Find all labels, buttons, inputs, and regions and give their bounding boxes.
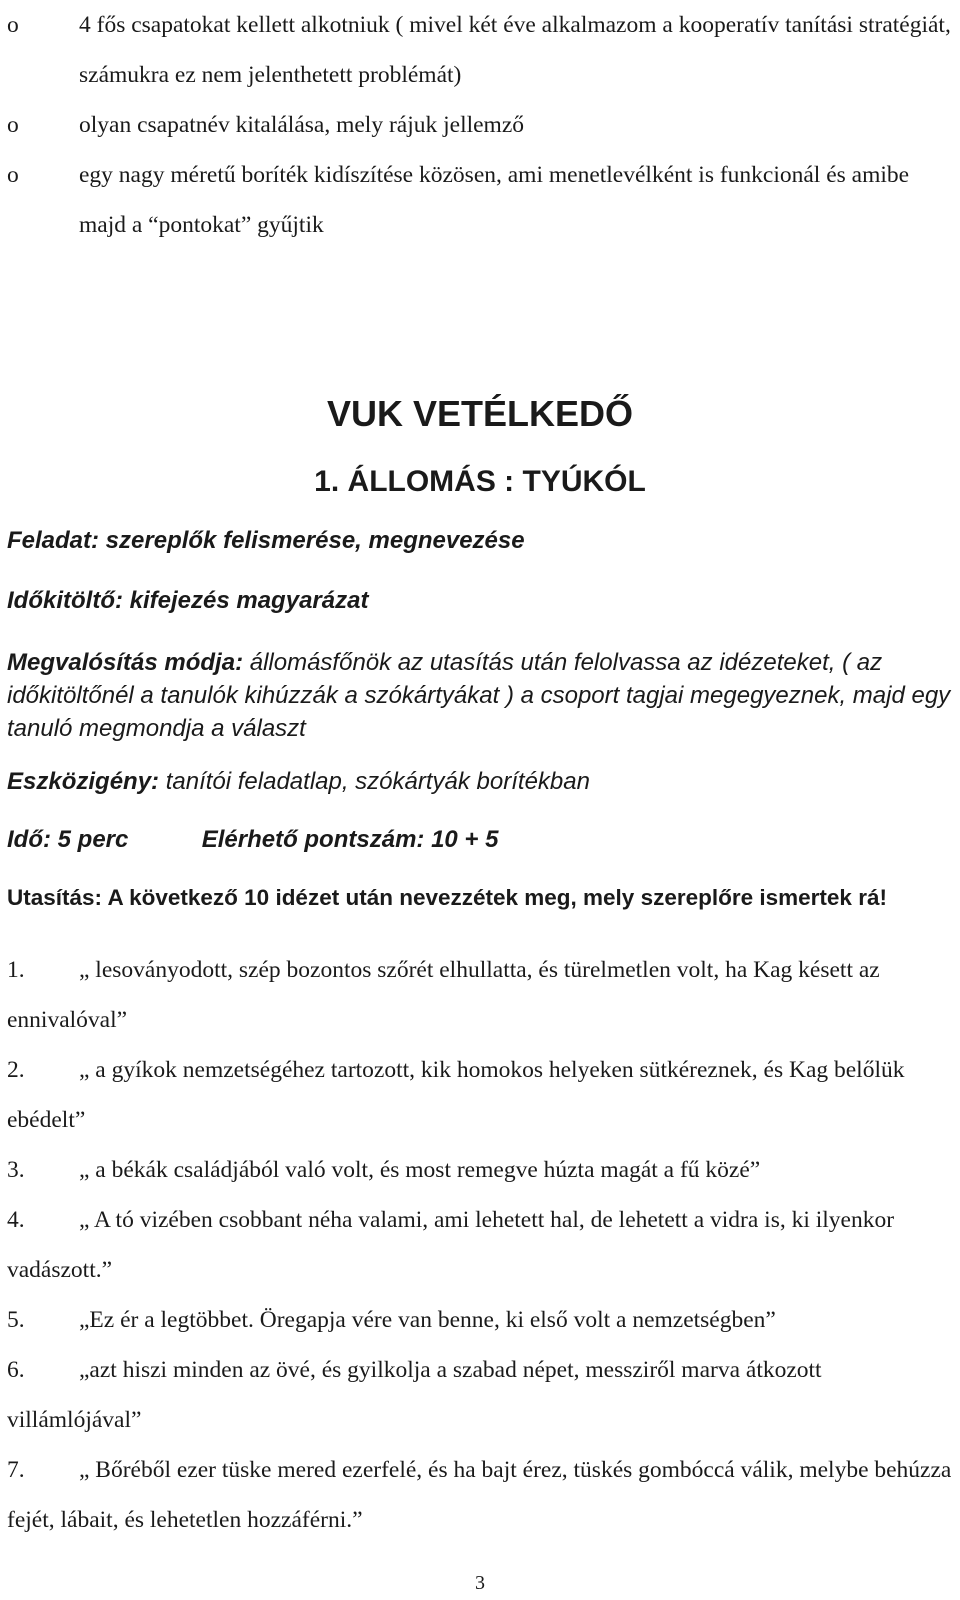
- quote-number: 5.: [7, 1307, 25, 1333]
- station-title: 1. ÁLLOMÁS : TYÚKÓL: [314, 465, 646, 498]
- bullet-list: [7, 0, 957, 250]
- quote-text: „azt hiszi minden az övé, és gyilkolja a szabad népet, messziről marva átkozott villámlójával”: [7, 1357, 822, 1433]
- quote-number: 1.: [7, 957, 25, 983]
- list-item: [7, 945, 952, 1045]
- list-item: [7, 1295, 952, 1345]
- bullet-item: [7, 150, 957, 250]
- list-item: [7, 1345, 952, 1445]
- quote-text: „ a békák családjából való volt, és most remegve húzta magát a fű közé”: [79, 1157, 761, 1183]
- quote-number: 7.: [7, 1457, 25, 1483]
- quote-text: „ lesoványodott, szép bozontos szőrét elhullatta, és türelmetlen volt, ha Kag késett az ennivalóval”: [7, 957, 880, 1033]
- quote-list: [7, 945, 952, 1545]
- tools-label: Eszközigény:: [7, 768, 160, 795]
- instruction: Utasítás: A következő 10 idézet után nevezzétek meg, mely szereplőre ismertek rá!: [7, 885, 887, 910]
- bullet-text: 4 fős csapatokat kellett alkotniuk ( mivel két éve alkalmazom a kooperatív tanítási stratégiát, számukra ez nem jelenthetett problémát): [79, 12, 951, 88]
- quote-text: „ A tó vizében csobbant néha valami, ami lehetett hal, de lehetett a vidra is, ki ilyenkor vadászott.”: [7, 1207, 895, 1283]
- quote-number: 2.: [7, 1057, 25, 1083]
- bullet-item: [7, 100, 957, 150]
- list-item: [7, 1445, 952, 1545]
- bullet-item: [7, 0, 957, 100]
- method-text: állomásfőnök az utasítás után felolvassa az idézeteket, ( az időkitöltőnél a tanulók kihúzzák a szókártyákat ) a csoport tagjai megegyeznek, majd egy tanuló megmondja a választ: [7, 649, 951, 742]
- quote-number: 4.: [7, 1207, 25, 1233]
- page-number: 3: [475, 1572, 485, 1594]
- quote-text: „ a gyíkok nemzetségéhez tartozott, kik homokos helyeken sütkéreznek, és Kag belőlük ebédelt”: [7, 1057, 905, 1133]
- list-item: [7, 1045, 952, 1145]
- tools-text: tanítói feladatlap, szókártyák borítékban: [159, 768, 590, 795]
- quote-text: „ Bőréből ezer tüske mered ezerfelé, és ha bajt érez, tüskés gombóccá válik, melybe behúzza fejét, lábait, és lehetetlen hozzáférni.”: [7, 1457, 952, 1533]
- bullet-text: egy nagy méretű boríték kidíszítése közösen, ami menetlevélként is funkcionál és amibe majd a “pontokat” gyűjtik: [79, 162, 910, 238]
- points-label: Elérhető pontszám: 10 + 5: [201, 826, 499, 853]
- time-label: Idő: 5 perc: [7, 826, 129, 853]
- bullet-mark: o: [7, 12, 19, 38]
- filler-line: Időkitöltő: kifejezés magyarázat: [7, 587, 369, 614]
- time-points-line: [7, 826, 952, 854]
- bullet-mark: o: [7, 162, 19, 188]
- quote-number: 6.: [7, 1357, 25, 1383]
- bullet-mark: o: [7, 112, 19, 138]
- quote-text: „Ez ér a legtöbbet. Öregapja vére van benne, ki első volt a nemzetségben”: [79, 1307, 776, 1333]
- list-item: [7, 1195, 952, 1295]
- list-item: [7, 1145, 952, 1195]
- method-label: Megvalósítás módja:: [7, 649, 244, 676]
- bullet-text: olyan csapatnév kitalálása, mely rájuk jellemző: [79, 112, 525, 138]
- tools-paragraph: [7, 768, 952, 796]
- quote-number: 3.: [7, 1157, 25, 1183]
- task-line: Feladat: szereplők felismerése, megnevezése: [7, 527, 525, 554]
- page-title: VUK VETÉLKEDŐ: [326, 393, 634, 434]
- method-paragraph: [7, 646, 952, 745]
